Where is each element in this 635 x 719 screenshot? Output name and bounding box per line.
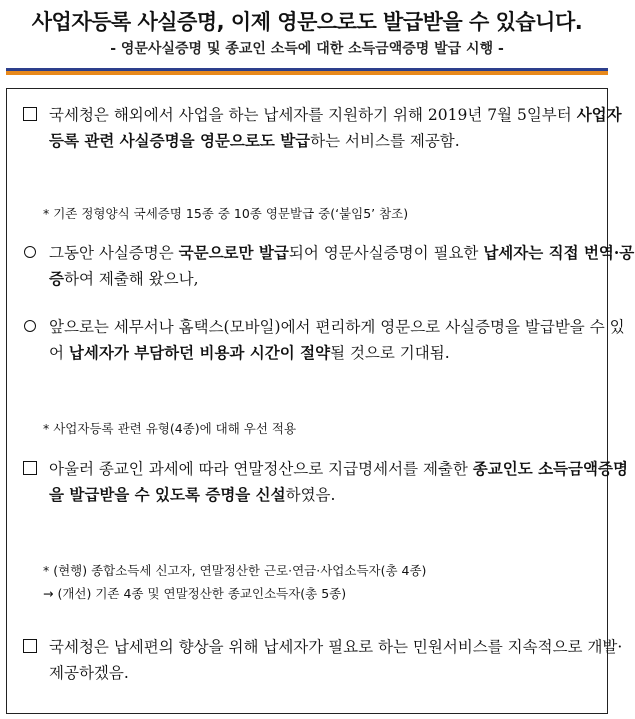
section-3: 국세청은 납세편의 향상을 위해 납세자가 필요로 하는 민원서비스를 지속적으로 개발·제공하겠음. — [21, 634, 635, 686]
note-3-improved: → (개선) 기존 4종 및 연말정산한 종교인소득자(총 5종) — [43, 586, 347, 601]
section-1 — [21, 102, 635, 154]
circle-bullet-icon — [24, 320, 36, 332]
page-title: 사업자등록 사실증명, 이제 영문으로도 발급받을 수 있습니다. — [31, 10, 583, 34]
section-2: 아울러 종교인 과세에 따라 연말정산으로 지급명세서를 제출한 종교인도 소득금액증명을 발급받을 수 있도록 증명을 신설하였음. — [21, 456, 635, 508]
circle-bullet-icon — [24, 246, 36, 258]
title-divider-accent — [6, 71, 608, 75]
note-3-current: * (현행) 종합소득세 신고자, 연말정산한 근로·연금·사업소득자(총 4종) — [43, 563, 427, 578]
circle-item-1: 그동안 사실증명은 국문으로만 발급되어 영문사실증명이 필요한 납세자는 직접 번역·공증하여 제출해 왔으나, — [21, 240, 635, 292]
section-1-text: 국세청은 해외에서 사업을 하는 납세자를 지원하기 위해 2019년 7월 5일부터 — [49, 106, 577, 124]
circle-item-2: 앞으로는 세무서나 홈택스(모바일)에서 편리하게 영문으로 사실증명을 발급받을 수 있어 납세자가 부담하던 비용과 시간이 절약될 것으로 기대됨. — [21, 314, 635, 366]
section-1-text-end: 하는 서비스를 제공함. — [310, 132, 460, 150]
square-bullet-icon — [23, 461, 37, 475]
square-bullet-icon — [23, 639, 37, 653]
page-subtitle: - 영문사실증명 및 종교인 소득에 대한 소득금액증명 발급 시행 - — [110, 41, 504, 57]
square-bullet-icon — [23, 107, 37, 121]
note-1: * 기존 정형양식 국세증명 15종 중 10종 영문발급 중(‘붙임5’ 참조) — [43, 206, 409, 221]
section-1-emphasis: 사업자등록 관련 사실증명을 영문으로도 발급 — [49, 105, 622, 150]
content-box — [6, 88, 635, 714]
note-2: * 사업자등록 관련 유형(4종)에 대해 우선 적용 — [43, 421, 297, 436]
